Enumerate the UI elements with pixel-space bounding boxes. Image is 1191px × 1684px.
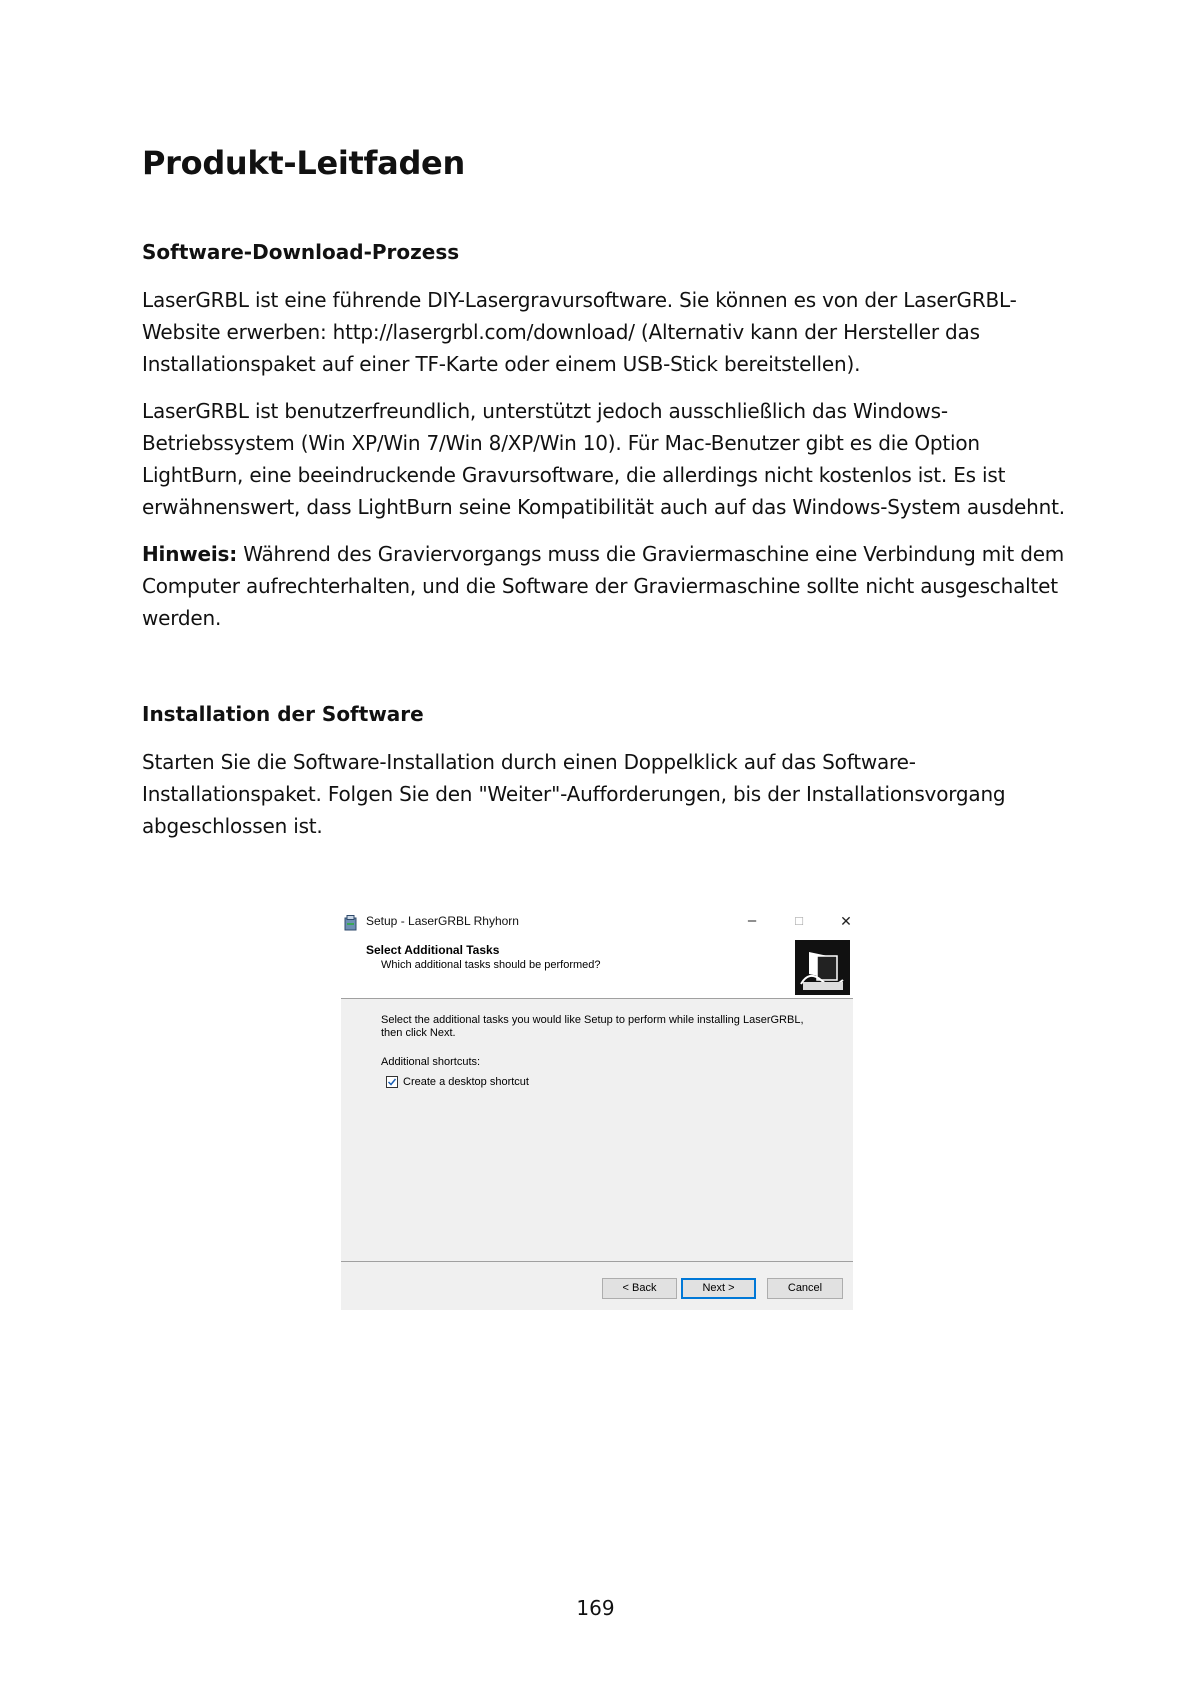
dialog-titlebar — [341, 908, 853, 936]
additional-shortcuts-label: Additional shortcuts: — [381, 1056, 481, 1068]
text-line: Select the additional tasks you would like Setup to perform while installing LaserGRBL, — [381, 1014, 804, 1026]
back-button[interactable]: < Back — [602, 1278, 677, 1299]
desktop-shortcut-label[interactable]: Create a desktop shortcut — [403, 1076, 529, 1088]
next-button[interactable]: Next > — [681, 1278, 756, 1299]
section-heading-installation: Installation der Software — [142, 702, 424, 726]
text-line: erwähnenswert, dass LightBurn seine Kompatibilität auch auf das Windows-System ausdehnt. — [142, 495, 1065, 519]
desktop-shortcut-checkbox[interactable] — [386, 1076, 398, 1088]
installer-logo-icon — [795, 940, 850, 995]
text-line: Installationspaket auf einer TF-Karte oder einem USB-Stick bereitstellen). — [142, 352, 861, 376]
text-line: abgeschlossen ist. — [142, 814, 323, 838]
text-line: Website erwerben: http://lasergrbl.com/download/ (Alternativ kann der Hersteller das — [142, 320, 980, 344]
text-line: LaserGRBL ist eine führende DIY-Lasergravursoftware. Sie können es von der LaserGRBL- — [142, 288, 1017, 312]
checkmark-icon — [387, 1077, 397, 1087]
text-line: LightBurn, eine beeindruckende Gravursoftware, die allerdings nicht kostenlos ist. Es ist — [142, 463, 1006, 487]
section-heading-download: Software-Download-Prozess — [142, 240, 460, 264]
maximize-button[interactable]: □ — [795, 913, 803, 928]
close-button[interactable]: ✕ — [840, 913, 852, 929]
dialog-header — [341, 936, 853, 999]
page-title: Produkt-Leitfaden — [142, 144, 465, 182]
dialog-window-title: Setup - LaserGRBL Rhyhorn — [366, 914, 519, 928]
paragraph-installation — [142, 746, 1072, 842]
setup-dialog-screenshot — [341, 908, 853, 1310]
dialog-instruction — [381, 1014, 821, 1040]
text-line: Computer aufrechterhalten, und die Software der Graviermaschine sollte nicht ausgeschaltet — [142, 574, 1058, 598]
text-line: Während des Graviervorgangs muss die Graviermaschine eine Verbindung mit dem — [237, 542, 1065, 566]
text-line: werden. — [142, 606, 222, 630]
setup-package-icon — [344, 915, 358, 931]
footer-divider — [341, 1261, 853, 1262]
cancel-button[interactable]: Cancel — [767, 1278, 843, 1299]
paragraph-compatibility — [142, 395, 1072, 523]
text-line: Installationspaket. Folgen Sie den "Weiter"-Aufforderungen, bis der Installationsvorgang — [142, 782, 1006, 806]
minimize-button[interactable]: – — [747, 912, 757, 929]
paragraph-note — [142, 538, 1072, 634]
text-line: LaserGRBL ist benutzerfreundlich, unterstützt jedoch ausschließlich das Windows- — [142, 399, 948, 423]
text-line: Betriebssystem (Win XP/Win 7/Win 8/XP/Win 10). Für Mac-Benutzer gibt es die Option — [142, 431, 980, 455]
paragraph-download-intro — [142, 284, 1072, 380]
text-line: Starten Sie die Software-Installation durch einen Doppelklick auf das Software- — [142, 750, 916, 774]
page-number: 169 — [576, 1596, 615, 1620]
text-line: then click Next. — [381, 1027, 456, 1039]
note-label: Hinweis: — [142, 542, 238, 566]
dialog-header-subtitle: Which additional tasks should be performed? — [381, 959, 601, 971]
dialog-header-title: Select Additional Tasks — [366, 943, 500, 957]
